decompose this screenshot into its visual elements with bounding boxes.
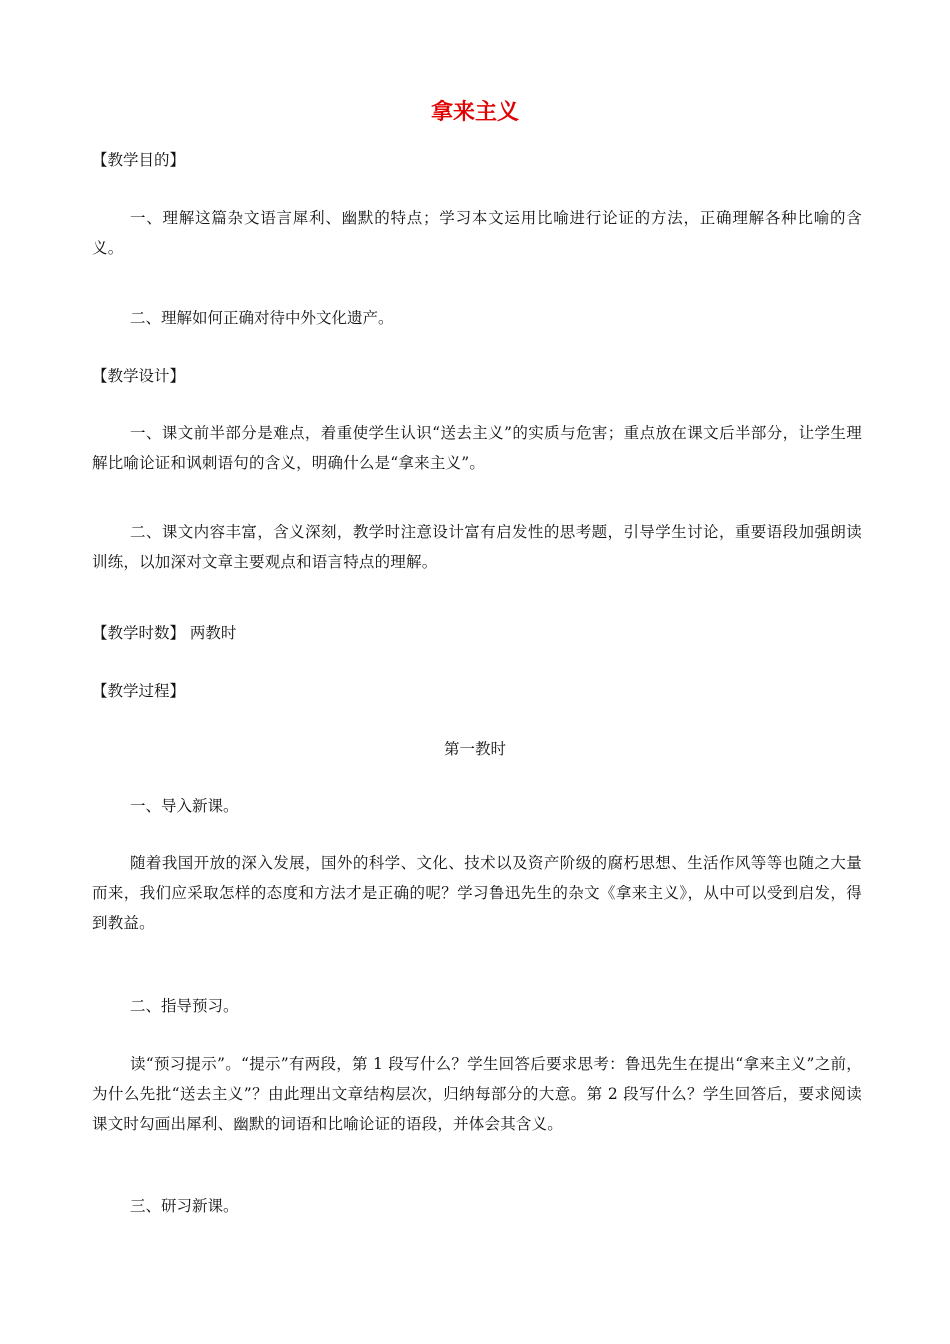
section-heading-design: 【教学设计】 <box>92 367 186 385</box>
document-title: 拿来主义 <box>430 100 519 125</box>
step-1-heading: 一、导入新课。 <box>130 797 239 815</box>
section-heading-hours: 【教学时数】 两教时 <box>92 624 237 642</box>
section-heading-goal: 【教学目的】 <box>92 151 186 169</box>
section-heading-process: 【教学过程】 <box>92 682 186 700</box>
preview-paragraph: 读“预习提示”。“提示”有两段，第 1 段写什么？学生回答后要求思考：鲁迅先生在提出“拿来主义”之前，为什么先批“送去主义”？由此理出文章结构层次，归纳每部分的大意。第 2 段写什么？学生回答后，要求阅读课文时勾画出犀利、幽默的词语和比喻论证的语段，并体会其含义。 <box>92 1055 862 1133</box>
goal-paragraph-1: 一、理解这篇杂文语言犀利、幽默的特点；学习本文运用比喻进行论证的方法，正确理解各种比喻的含义。 <box>92 209 862 257</box>
session-heading: 第一教时 <box>443 740 506 758</box>
step-3-heading: 三、研习新课。 <box>130 1197 239 1215</box>
intro-paragraph: 随着我国开放的深入发展，国外的科学、文化、技术以及资产阶级的腐朽思想、生活作风等等也随之大量而来，我们应采取怎样的态度和方法才是正确的呢？学习鲁迅先生的杂文《拿来主义》，从中可以受到启发，得到教益。 <box>92 854 862 932</box>
design-paragraph-2: 二、课文内容丰富，含义深刻，教学时注意设计富有启发性的思考题，引导学生讨论，重要语段加强朗读训练，以加深对文章主要观点和语言特点的理解。 <box>92 523 862 571</box>
goal-paragraph-2: 二、理解如何正确对待中外文化遗产。 <box>130 309 394 327</box>
step-2-heading: 二、指导预习。 <box>130 997 239 1015</box>
design-paragraph-1: 一、课文前半部分是难点，着重使学生认识“送去主义”的实质与危害；重点放在课文后半部分，让学生理解比喻论证和讽刺语句的含义，明确什么是“拿来主义”。 <box>92 424 862 472</box>
